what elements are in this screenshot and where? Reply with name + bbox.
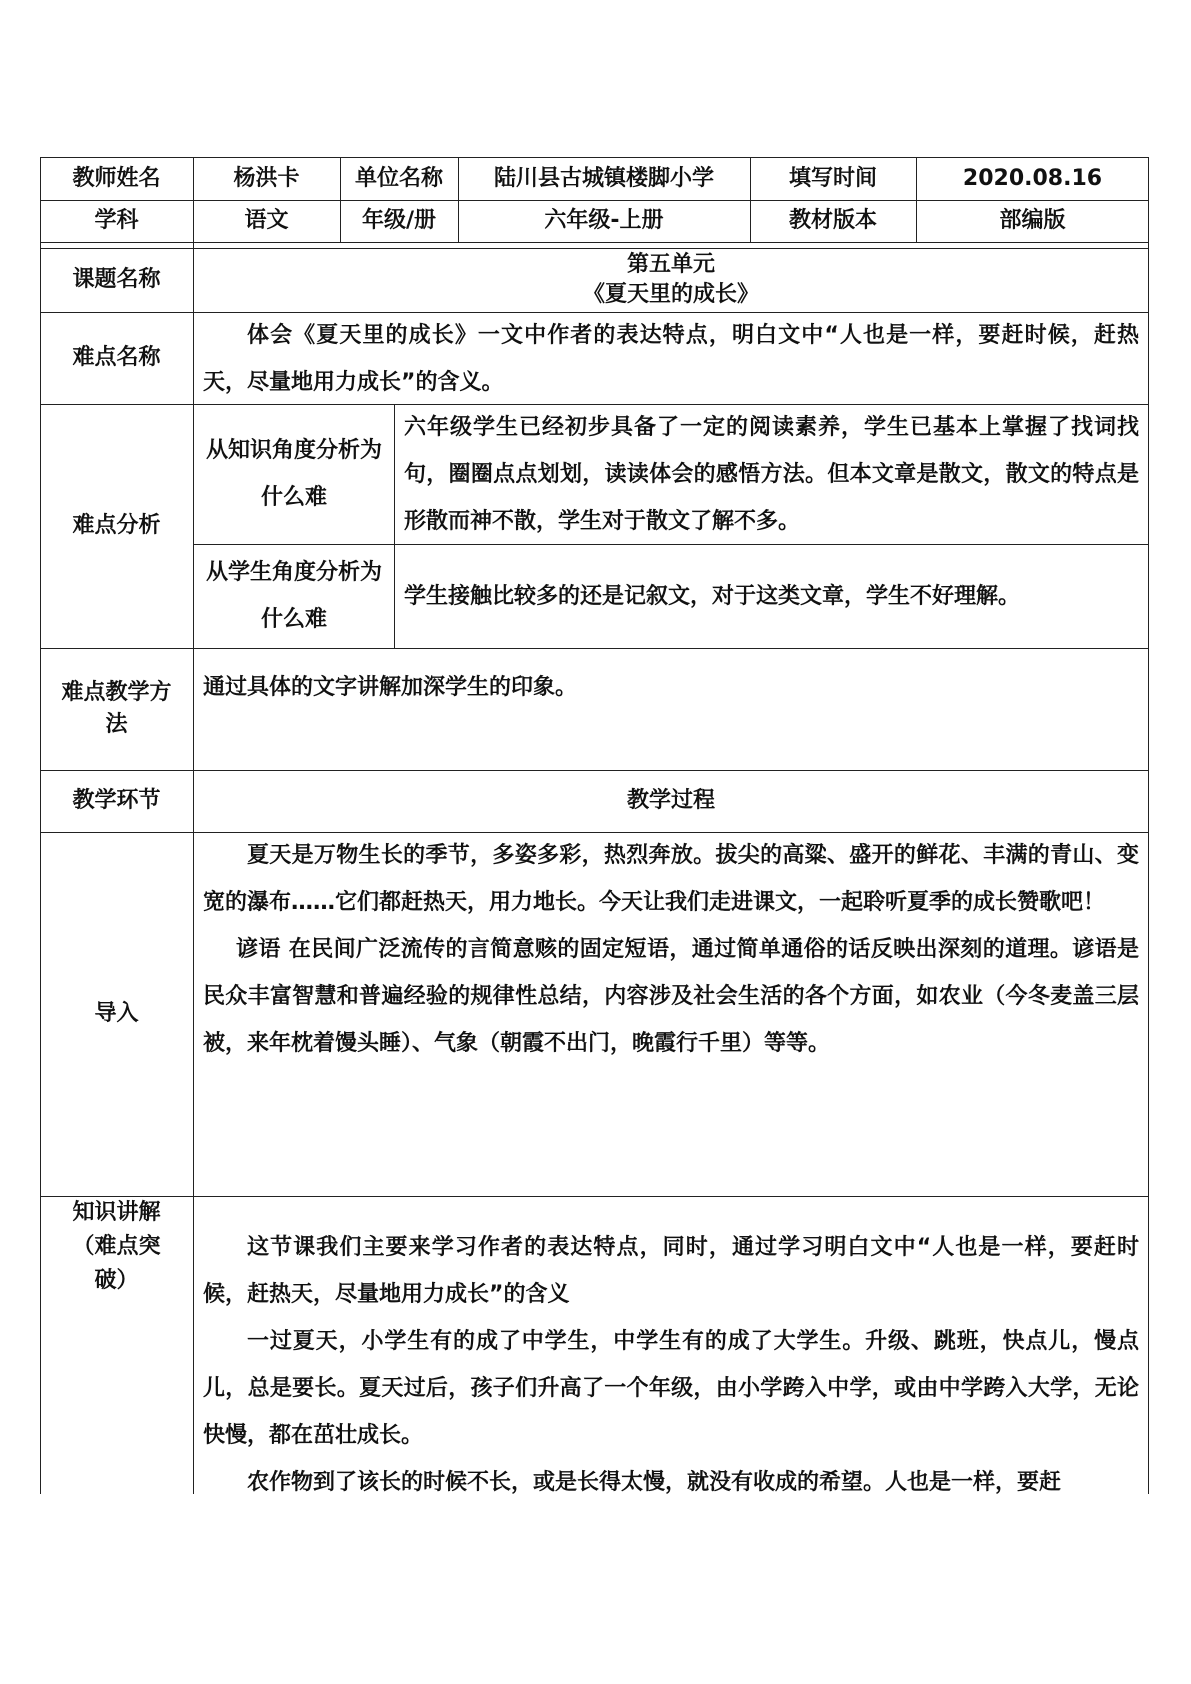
analysis-label: 难点分析	[72, 513, 161, 538]
teacher-name-label: 教师姓名	[72, 165, 161, 191]
student-angle-paragraph: 学生接触比较多的还是记叙文，对于这类文章，学生不好理解。	[404, 583, 1021, 609]
knowledge-angle-text	[404, 404, 1139, 544]
knowledge-paragraph-2: 一过夏天，小学生有的成了中学生，中学生有的成了大学生。升级、跳班，快点儿，慢点儿，总是要长。夏天过后，孩子们升高了一个年级，由小学跨入中学，或由中学跨入大学，无论快慢，都在茁壮成长。	[203, 1329, 1139, 1448]
knowledge-angle-label: 从知识角度分析为什么难	[205, 438, 382, 510]
stage-header: 教学环节	[72, 788, 161, 813]
knowledge-label: 知识讲解（难点突破）	[72, 1200, 161, 1293]
process-header: 教学过程	[626, 788, 715, 813]
knowledge-angle-paragraph: 六年级学生已经初步具备了一定的阅读素养，学生已基本上掌握了找词找句，圈圈点点划划，读读体会的感悟方法。但本文章是散文，散文的特点是形散而神不散，学生对于散文了解不多。	[404, 415, 1139, 534]
date-value: 2020.08.16	[962, 165, 1103, 191]
intro-text	[203, 832, 1139, 1196]
method-label: 难点教学方法	[61, 680, 172, 737]
difficulty-label: 难点名称	[72, 345, 161, 370]
intro-paragraph-2	[203, 926, 1139, 1067]
difficulty-text	[203, 312, 1139, 404]
intro-paragraph-2-text: 谚语 在民间广泛流传的言简意赅的固定短语，通过简单通俗的话反映出深刻的道理。谚语是民众丰富智慧和普遍经验的规律性总结，内容涉及社会生活的各个方面，如农业（今冬麦盖三层被，来年枕着馒头睡）、气象（朝霞不出门，晚霞行千里）等等。	[203, 937, 1139, 1056]
topic-label: 课题名称	[72, 267, 161, 292]
row-divider	[40, 1196, 1149, 1197]
subject-label: 学科	[94, 208, 139, 233]
unit-label: 单位名称	[354, 165, 443, 191]
row-divider	[40, 648, 1149, 649]
student-angle-label: 从学生角度分析为什么难	[205, 560, 382, 632]
edition-value: 部编版	[999, 208, 1066, 233]
topic-unit: 第五单元	[626, 252, 715, 277]
row-divider	[40, 242, 1149, 243]
grade-value: 六年级-上册	[544, 208, 664, 233]
intro-label: 导入	[94, 1001, 139, 1026]
method-paragraph: 通过具体的文字讲解加深学生的印象。	[203, 675, 578, 700]
difficulty-paragraph: 体会《夏天里的成长》一文中作者的表达特点，明白文中“人也是一样，要赶时候，赶热天，尽量地用力成长”的含义。	[203, 323, 1139, 395]
date-label: 填写时间	[788, 165, 877, 191]
edition-label: 教材版本	[788, 208, 877, 233]
knowledge-paragraph-3: 农作物到了该长的时候不长，或是长得太慢，就没有收成的希望。人也是一样，要赶	[247, 1470, 1062, 1494]
subject-value: 语文	[244, 208, 289, 233]
unit-value: 陆川县古城镇楼脚小学	[493, 165, 714, 191]
teacher-name-value: 杨洪卡	[233, 165, 300, 191]
grade-label: 年级/册	[361, 208, 437, 233]
knowledge-paragraph-1: 这节课我们主要来学习作者的表达特点，同时，通过学习明白文中“人也是一样，要赶时候，赶热天，尽量地用力成长”的含义	[203, 1235, 1139, 1307]
method-text	[203, 664, 1139, 754]
student-angle-text	[404, 544, 1139, 648]
topic-value	[193, 248, 1149, 312]
col-divider	[394, 404, 395, 648]
intro-paragraph-1: 夏天是万物生长的季节，多姿多彩，热烈奔放。拔尖的高粱、盛开的鲜花、丰满的青山、变宽的瀑布……它们都赶热天，用力地长。今天让我们走进课文，一起聆听夏季的成长赞歌吧！	[203, 843, 1139, 915]
topic-title: 《夏天里的成长》	[582, 282, 759, 307]
knowledge-text	[203, 1224, 1139, 1494]
